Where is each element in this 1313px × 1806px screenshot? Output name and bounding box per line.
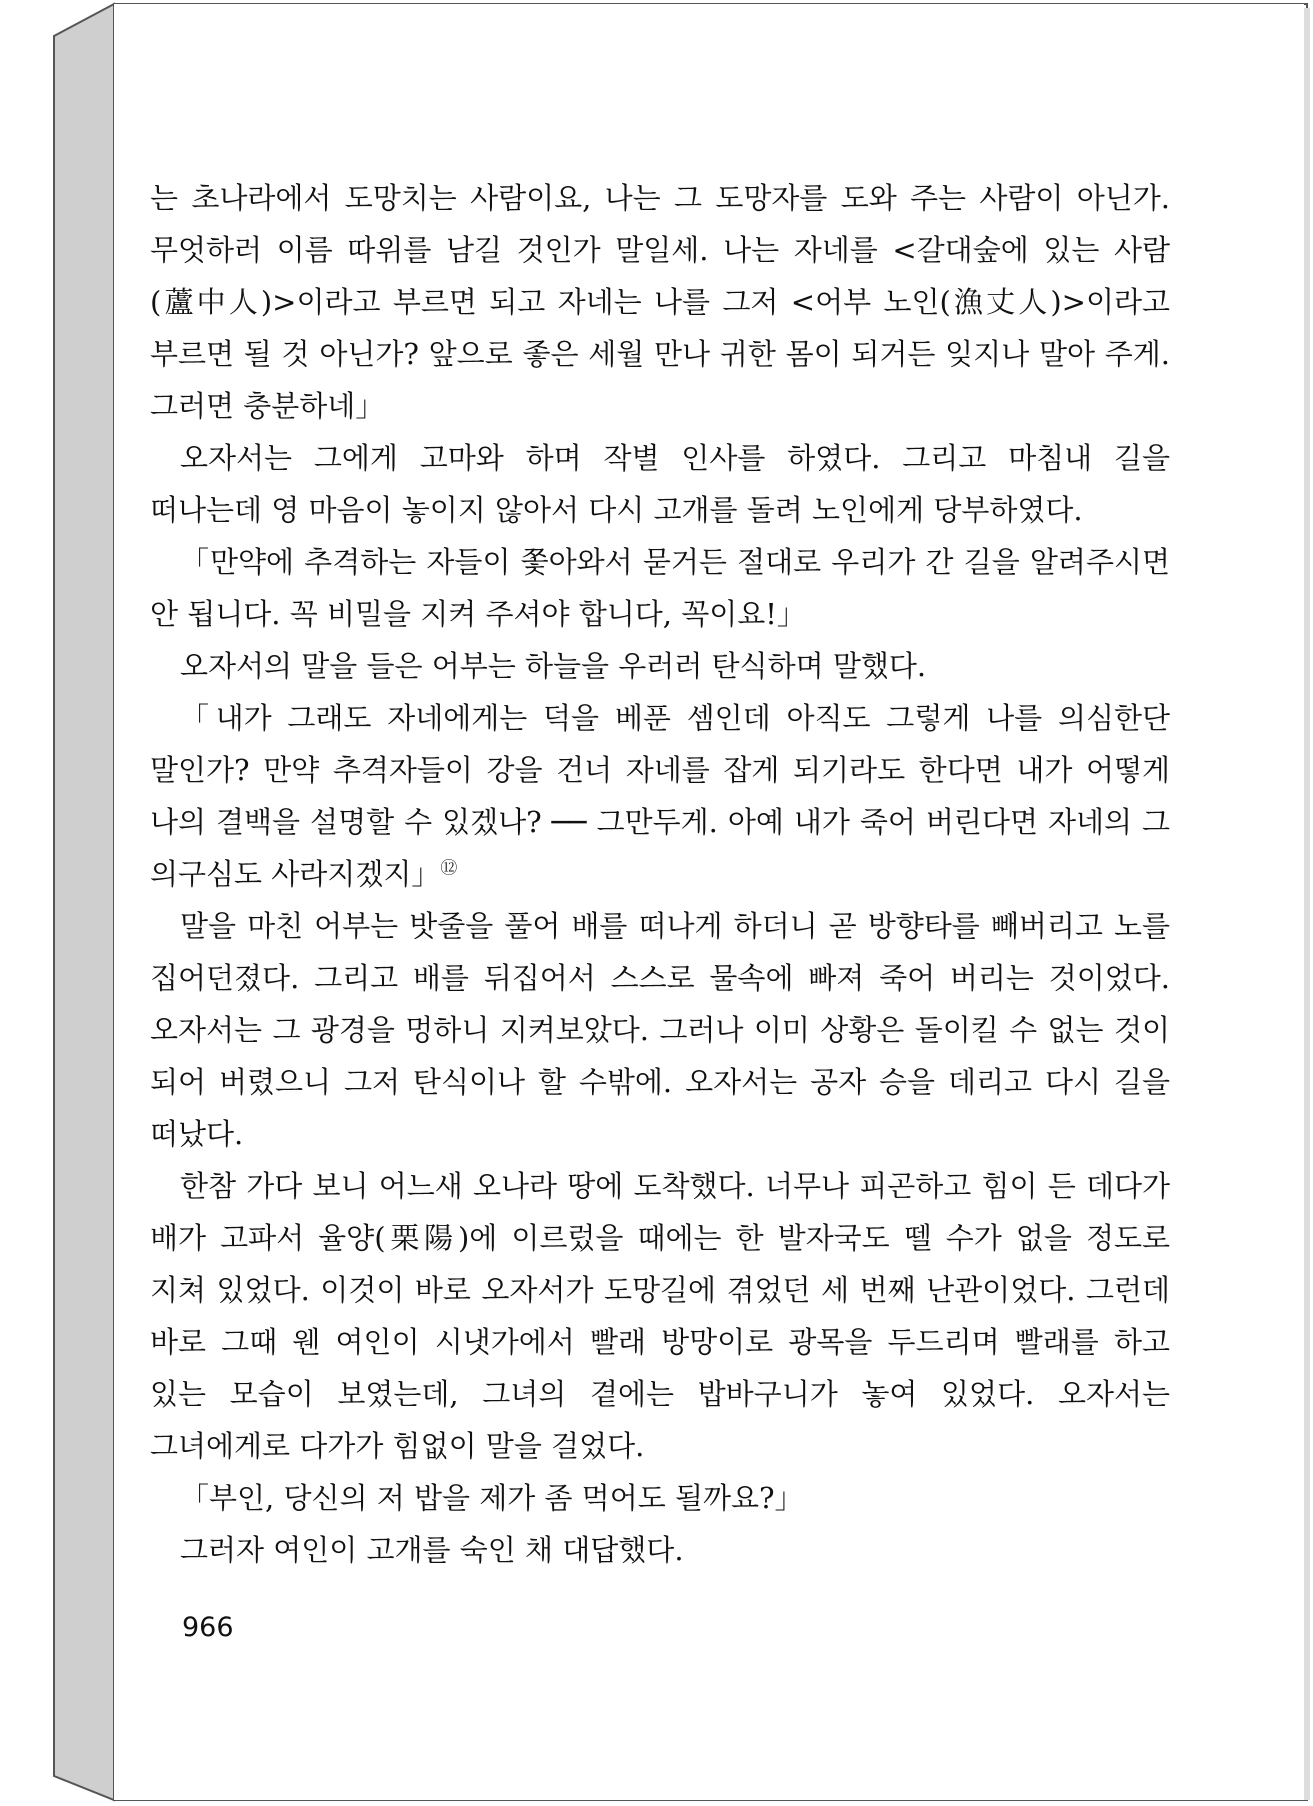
paragraph: 말을 마친 어부는 밧줄을 풀어 배를 떠나게 하더니 곧 방향타를 빼버리고 노를 집어던졌다. 그리고 배를 뒤집어서 스스로 물속에 빠져 죽어 버리는 것이었다. 오자서는 그 광경을 멍하니 지켜보았다. 그러나 이미 상황은 돌이킬 수 없는 것이 되어 버렸으니 그저 탄식이나 할 수밖에. 오자서는 공자 승을 데리고 다시 길을 떠났다. — [150, 909, 1170, 1151]
dialogue-text: 「내가 그래도 자네에게는 덕을 베푼 셈인데 아직도 그렇게 나를 의심한단 말인가? 만약 추격자들이 강을 건너 자네를 잡게 되기라도 한다면 내가 어떻게 나의 결백을 설명할 수 있겠나? ── 그만두게. 아예 내가 죽어 버린다면 자네의 그 의구심도 사라지겠지」 — [150, 701, 1170, 891]
page-number: 966 — [182, 1612, 234, 1643]
paragraph: 그러자 여인이 고개를 숙인 채 대답했다. — [180, 1533, 684, 1567]
paragraph: 오자서의 말을 들은 어부는 하늘을 우러러 탄식하며 말했다. — [180, 649, 927, 683]
dialogue-paragraph — [150, 692, 1170, 900]
body-text — [150, 172, 1170, 1576]
paragraph: 오자서는 그에게 고마와 하며 작별 인사를 하였다. 그리고 마침내 길을 떠나는데 영 마음이 놓이지 않아서 다시 고개를 돌려 노인에게 당부하였다. — [150, 441, 1170, 527]
paragraph: 한참 가다 보니 어느새 오나라 땅에 도착했다. 너무나 피곤하고 힘이 든 데다가 배가 고파서 율양(栗陽)에 이르렀을 때에는 한 발자국도 뗄 수가 없을 정도로 지쳐 있었다. 이것이 바로 오자서가 도망길에 겪었던 세 번째 난관이었다. 그런데 바로 그때 웬 여인이 시냇가에서 빨래 방망이로 광목을 두드리며 빨래를 하고 있는 모습이 보였는데, 그녀의 곁에는 밥바구니가 놓여 있었다. 오자서는 그녀에게로 다가가 힘없이 말을 걸었다. — [150, 1169, 1170, 1463]
dialogue-paragraph: 「만약에 추격하는 자들이 쫓아와서 묻거든 절대로 우리가 간 길을 알려주시면 안 됩니다. 꼭 비밀을 지켜 주셔야 합니다, 꼭이요!」 — [150, 545, 1170, 631]
dialogue-paragraph: 「부인, 당신의 저 밥을 제가 좀 먹어도 될까요?」 — [180, 1481, 804, 1515]
paragraph: 는 초나라에서 도망치는 사람이요, 나는 그 도망자를 도와 주는 사람이 아닌가. 무엇하러 이름 따위를 남길 것인가 말일세. 나는 자네를 <갈대숲에 있는 사람(蘆中人)>이라고 부르면 되고 자네는 나를 그저 <어부 노인(漁丈人)>이라고 부르면 될 것 아닌가? 앞으로 좋은 세월 만나 귀한 몸이 되거든 잊지나 말아 주게. 그러면 충분하네」 — [150, 181, 1170, 423]
footnote-marker: ⑫ — [440, 858, 458, 879]
